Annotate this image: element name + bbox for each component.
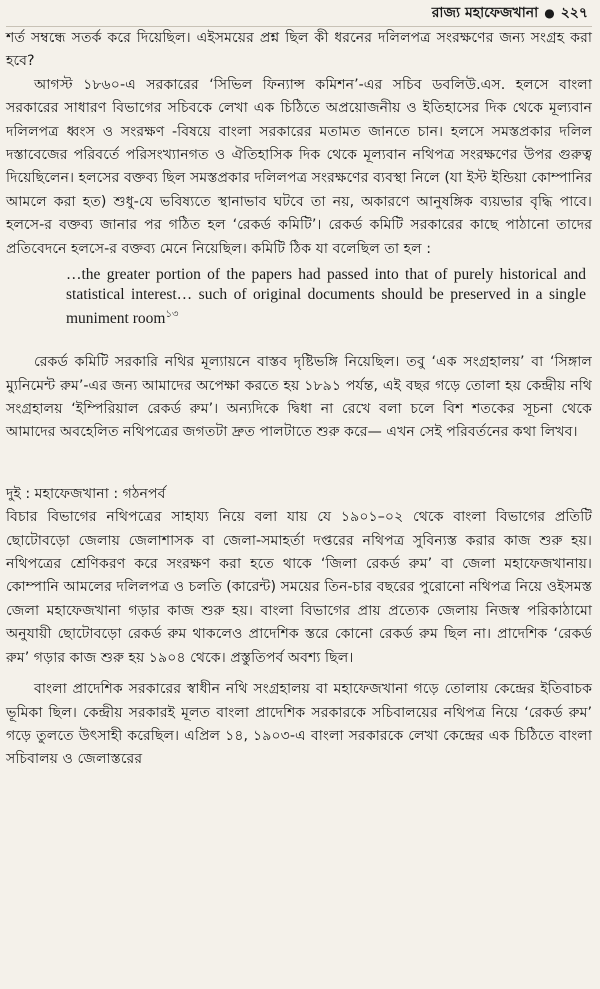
paragraph-5: বাংলা প্রাদেশিক সরকারের স্বাধীন নথি সংগ্রহালয় বা মহাফেজখানা গড়ে তোলায় কেন্দ্রের ইতিবাচক ভূমিকা ছিল। কেন্দ্রীয় সরকারই মূলত বাংলা প্রাদেশিক সরকারকে সচিবালয়ের নথিপত্র নিয়ে ‘রেকর্ড রুম’ গড়ে তুলতে উৎসাহী করেছিল। এপ্রিল ১৪, ১৯০৩-এ বাংলা সরকারকে লেখা কেন্দ্রের এক চিঠিতে বাংলা সচিবালয় ও জেলাস্তরের [6, 681, 592, 768]
section-heading: দুই : মহাফেজখানা : গঠনপর্ব [6, 485, 166, 502]
paragraph-1: শর্ত সম্বন্ধে সতর্ক করে দিয়েছিল। এইসময়ের প্রশ্ন ছিল কী ধরনের দলিলপত্র সংরক্ষণের জন্য সংগ্রহ করা হবে? [6, 30, 592, 70]
bullet-separator: ● [544, 6, 555, 20]
running-header [6, 0, 592, 27]
paragraph-2: আগস্ট ১৮৬০-এ সরকারের ‘সিভিল ফিন্যান্স কমিশন’-এর সচিব ডবলিউ.এস. হলসে বাংলা সরকারের সাধারণ বিভাগের সচিবকে লেখা এক চিঠিতে অপ্রয়োজনীয় ও ইতিহাসের দিক থেকে মূল্যবান দলিলপত্র ধ্বংস ও সংরক্ষণ -বিষয়ে বাংলা সরকারের মতামত জানতে চান। হলসে সমস্তপ্রকার দলিল দস্তাবেজের পরিবর্তে পরিসংখ্যানগত ও ঐতিহাসিক দিক থেকে মূল্যবান নথিপত্র সংরক্ষণের উপর গুরুত্ব দিয়েছিলেন। হলসের বক্তব্য ছিল সমস্তপ্রকার দলিলপত্র সংরক্ষণের ব্যবস্থা নিলে (যা ইস্ট ইন্ডিয়া কোম্পানির আমলে করা হত) শুধু-যে ভবিষ্যতে স্থানাভাব ঘটবে তা নয়, অকারণে আনুষঙ্গিক ব্যয়ভার বৃদ্ধি পাবে। হলসে-র বক্তব্য জানার পর গঠিত হল ‘রেকর্ড কমিটি’। রেকর্ড কমিটি সরকারের কাছে পাঠানো তাদের প্রতিবেদনে হলসে-র বক্তব্য মেনে নিয়েছিল। কমিটি ঠিক যা বলেছিল তা হল : [6, 76, 592, 257]
quote-text: …the greater portion of the papers had passed into that of purely historical and statistical interest… such of original documents should be preserved in a single muniment room [66, 266, 586, 328]
footnote-ref: ১৩ [165, 309, 179, 321]
paragraph-4: বিচার বিভাগের নথিপত্রের সাহায্য নিয়ে বলা যায় যে ১৯০১–০২ থেকে বাংলা বিভাগের প্রতিটি ছোটোবড়ো জেলায় জেলাশাসক বা জেলা-সমাহর্তা দপ্তরের নথিপত্র সুবিন্যস্ত করার কাজ শুরু হয়। নথিপত্রের শ্রেণিকরণ করে সংরক্ষণ করা হতে থাকে ‘জিলা রেকর্ড রুম’ বা জেলা মহাফেজখানায়। কোম্পানি আমলের দলিলপত্র ও চলতি (কারেন্ট) সময়ের তিন-চার বছরের পুরোনো নথিপত্র নিয়ে ওইসমস্ত জেলা মহাফেজখানা গড়ার কাজ শুরু হয়। বাংলা বিভাগের প্রায় প্রত্যেক জেলায় নিজস্ব পরিকাঠামো অনুযায়ী ছোটোবড়ো রেকর্ড রুম থাকলেও প্রাদেশিক স্তরে কোনো রেকর্ড রুম ছিল না। প্রাদেশিক ‘রেকর্ড রুম’ গড়ার কাজ শুরু হয় ১৯০৪ থেকে। প্রস্তুতিপর্ব অবশ্য ছিল। [6, 509, 592, 666]
paragraph-3: রেকর্ড কমিটি সরকারি নথির মূল্যায়নে বাস্তব দৃষ্টিভঙ্গি নিয়েছিল। তবু ‘এক সংগ্রহালয়’ বা ‘সিঙ্গাল ম্যুনিমেন্ট রুম’-এর জন্য আমাদের অপেক্ষা করতে হয় ১৮৯১ পর্যন্ত, এই বছর গড়ে তোলা হয় কেন্দ্রীয় নথি সংগ্রহালয় ‘ইম্পিরিয়াল রেকর্ড রুম’। অন্যদিকে দ্বিধা না রেখে বলা চলে বিশ শতকের সূচনা থেকে আমাদের অবহেলিত নথিপত্রের জগতটা দ্রুত পালটাতে শুরু করে— এখন সেই পরিবর্তনের কথা লিখব। [6, 354, 592, 441]
block-quote [66, 265, 586, 329]
page-number: ২২৭ [560, 5, 588, 21]
running-title: রাজ্য মহাফেজখানা [431, 5, 539, 21]
